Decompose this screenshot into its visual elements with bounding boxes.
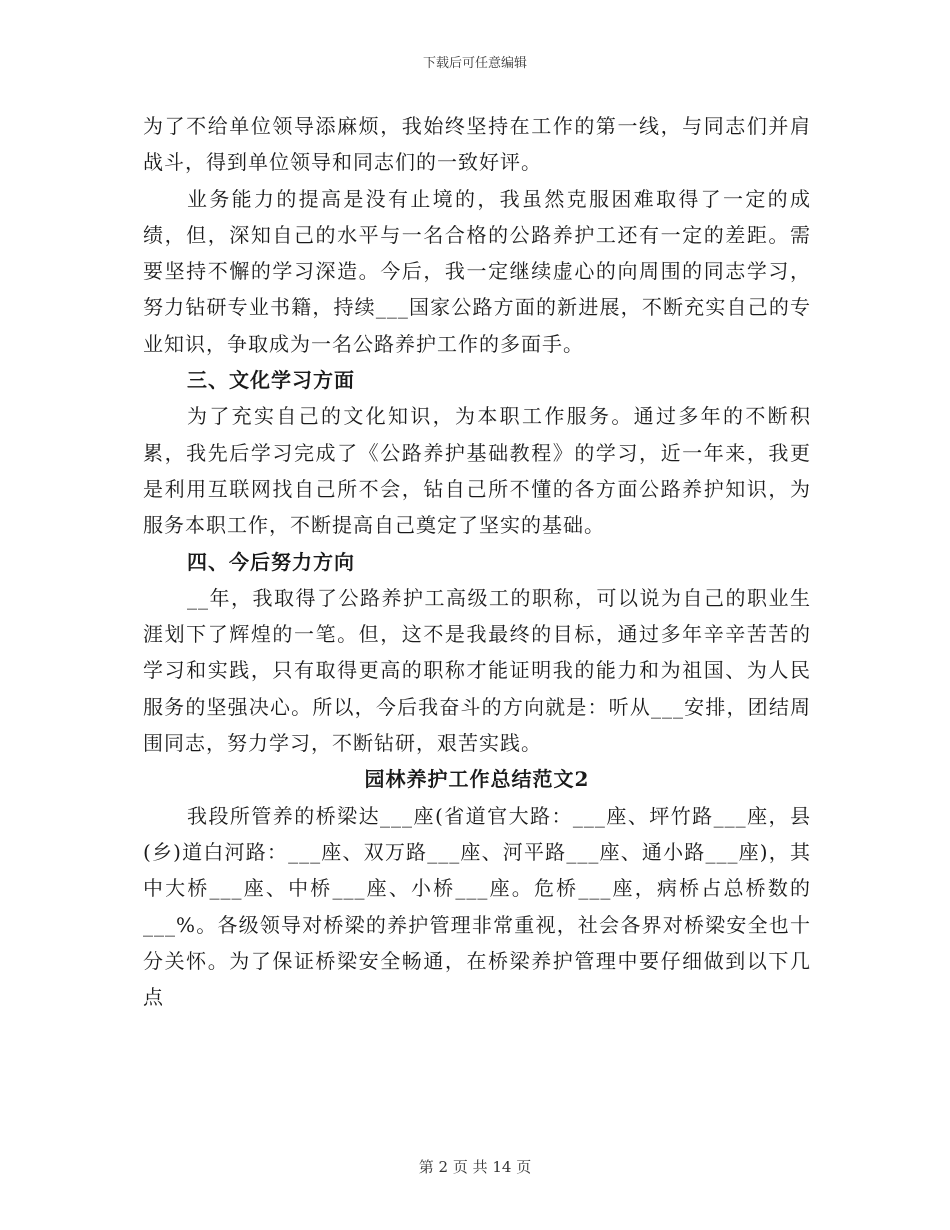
- header-note: 下载后可任意编辑: [422, 56, 527, 71]
- paragraph: 为了不给单位领导添麻烦，我始终坚持在工作的第一线，与同志们并肩战斗，得到单位领导和同志们的一致好评。: [143, 114, 811, 175]
- document-title: 园林养护工作总结范文2: [364, 767, 590, 792]
- section-heading: 四、今后努力方向: [187, 549, 355, 574]
- paragraph: __年，我取得了公路养护工高级工的职称，可以说为自己的职业生涯划下了辉煌的一笔。但，这不是我最终的目标，通过多年辛辛苦苦的学习和实践，只有取得更高的职称才能证明我的能力和为祖国、为人民服务的坚强决心。所以，今后我奋斗的方向就是：听从___安排，团结周围同志，努力学习，不断钻研，艰苦实践。: [143, 585, 811, 756]
- paragraph: 为了充实自己的文化知识，为本职工作服务。通过多年的不断积累，我先后学习完成了《公路养护基础教程》的学习，近一年来，我更是利用互联网找自己所不会，钻自己所不懂的各方面公路养护知识，为服务本职工作，不断提高自己奠定了坚实的基础。: [143, 404, 811, 538]
- document-body: [143, 108, 811, 1015]
- section-heading: 三、文化学习方面: [187, 368, 355, 393]
- paragraph: 我段所管养的桥梁达___座(省道官大路：___座、坪竹路___座，县(乡)道白河路：___座、双万路___座、河平路___座、通小路___座)，其中大桥___座、中桥___座、小桥___座。危桥___座，病桥占总桥数的___%。各级领导对桥梁的养护管理非常重视，社会各界对桥梁安全也十分关怀。为了保证桥梁安全畅通，在桥梁养护管理中要仔细做到以下几点: [143, 803, 811, 1010]
- paragraph: 业务能力的提高是没有止境的，我虽然克服困难取得了一定的成绩，但，深知自己的水平与一名合格的公路养护工还有一定的差距。需要坚持不懈的学习深造。今后，我一定继续虚心的向周围的同志学习，努力钻研专业书籍，持续___国家公路方面的新进展，不断充实自己的专业知识，争取成为一名公路养护工作的多面手。: [143, 186, 811, 356]
- page-number: 第 2 页 共 14 页: [418, 1158, 532, 1176]
